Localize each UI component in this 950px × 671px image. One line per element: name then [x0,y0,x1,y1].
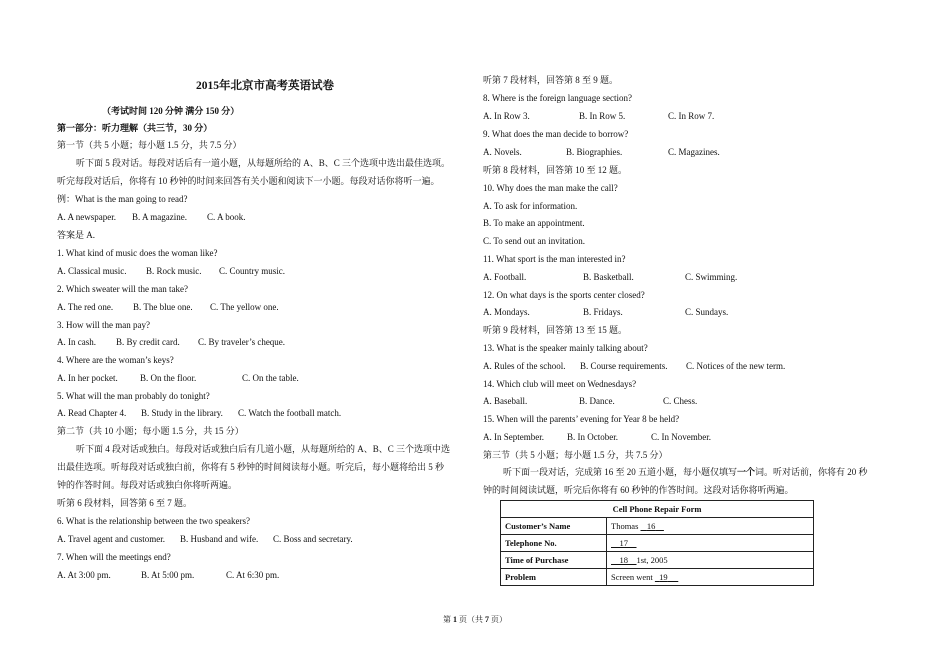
option: A. Travel agent and customer. [57,534,165,544]
question-15: 15. When will the parents’ evening for Year 8 be held? [483,414,680,424]
section3-heading: 第三节（共 5 小题；每小题 1.5 分，共 7.5 分） [483,450,668,460]
blank-number: 16 [646,521,656,531]
form-label: Time of Purchase [501,552,607,569]
table-row [501,518,814,535]
form-label: Problem [501,569,607,586]
option: C. At 6:30 pm. [226,570,280,580]
page-number: 1 [453,615,457,624]
option: C. Country music. [219,266,286,276]
question-10-option-a: A. To ask for information. [483,201,578,211]
question-7-options [57,569,279,581]
form-value [607,535,814,552]
question-14-options [483,395,697,407]
table-row [501,569,814,586]
question-4-options [57,372,299,384]
option: A. Mondays. [483,307,530,317]
option: B. Husband and wife. [180,534,259,544]
option: B. A magazine. [132,212,187,222]
value-text: Screen went [611,572,655,582]
part1-heading: 第一部分：听力理解（共三节，30 分） [57,123,213,133]
section1-instruction: 听下面 5 段对话。每段对话后有一道小题，从每题所给的 A、B、C 三个选项中选出最佳选项。 [76,158,451,168]
example-question: 例：What is the man going to read? [57,194,188,204]
option: C. Chess. [663,396,698,406]
value-text: Thomas [611,521,641,531]
question-5: 5. What will the man probably do tonight? [57,391,210,401]
question-8-options [483,110,714,122]
option: C. By traveler’s cheque. [198,337,286,347]
material-8-note: 听第 8 段材料，回答第 10 至 12 题。 [483,165,628,175]
footer-text: 第 [443,615,451,624]
page-total: 7 [485,615,489,624]
option: B. Dance. [579,396,615,406]
section2-instruction: 听下面 4 段对话或独白。每段对话或独白后有几道小题，从每题所给的 A、B、C 三个选项中选 [76,444,451,454]
blank-number: 19 [659,572,668,582]
option: B. On the floor. [140,373,197,383]
section2-instruction: 出最佳选项。听每段对话或独白前，你将有 5 秒钟的时间阅读每小题。听完后，每小题将给出 5 秒 [57,462,445,472]
question-3: 3. How will the man pay? [57,320,150,330]
question-1-options [57,265,285,277]
option: A. In September. [483,432,544,442]
section1-heading: 第一节（共 5 小题；每小题 1.5 分，共 7.5 分） [57,140,242,150]
option: A. Classical music. [57,266,127,276]
material-9-note: 听第 9 段材料，回答第 13 至 15 题。 [483,325,628,335]
question-12-options [483,306,728,318]
option: A. Read Chapter 4. [57,408,127,418]
answer-blank[interactable] [641,521,664,531]
blank-number: 18 [619,555,628,565]
instruction-text: 听下面一段对话，完成第 16 至 20 五道小题，每小题仅填写 [503,467,738,477]
option: A. In cash. [57,337,96,347]
section1-instruction: 听完每段对话后，你将有 10 秒钟的时间来回答有关小题和阅读下一小题。每段对话你将听一遍。 [57,176,440,186]
question-13: 13. What is the speaker mainly talking about? [483,343,648,353]
option: B. Study in the library. [141,408,223,418]
question-14: 14. Which club will meet on Wednesdays? [483,379,637,389]
example-options [57,211,246,223]
question-6: 6. What is the relationship between the two speakers? [57,516,251,526]
option: C. The yellow one. [210,302,279,312]
option: C. In November. [651,432,711,442]
option: A. At 3:00 pm. [57,570,111,580]
option: C. Sundays. [685,307,729,317]
section2-heading: 第二节（共 10 小题；每小题 1.5 分，共 15 分） [57,426,244,436]
footer-text: 页（共 [459,615,483,624]
option: A. In her pocket. [57,373,118,383]
question-2: 2. Which sweater will the man take? [57,284,189,294]
answer-blank[interactable] [611,538,637,548]
answer-blank[interactable] [655,572,678,582]
option: A. Novels. [483,147,522,157]
doc-title: 2015年北京市高考英语试卷 [196,80,334,92]
option: A. In Row 3. [483,111,530,121]
question-15-options [483,431,711,443]
question-5-options [57,407,341,419]
question-11: 11. What sport is the man interested in? [483,254,626,264]
option: B. Fridays. [583,307,623,317]
option: C. Boss and secretary. [273,534,353,544]
option: B. At 5:00 pm. [141,570,195,580]
instruction-text: 词。听对话前，你将有 20 秒 [755,467,868,477]
option: A. Rules of the school. [483,361,566,371]
table-row [501,535,814,552]
question-7: 7. When will the meetings end? [57,552,171,562]
exam-info: （考试时间 120 分钟 满分 150 分） [102,106,240,116]
question-4: 4. Where are the woman’s keys? [57,355,174,365]
option: B. Rock music. [146,266,202,276]
example-answer: 答案是 A. [57,230,95,240]
section2-instruction: 钟的作答时间。每段对话或独白你将听两遍。 [57,480,238,490]
question-9: 9. What does the man decide to borrow? [483,129,629,139]
option: C. On the table. [242,373,299,383]
form-value [607,518,814,535]
option: C. A book. [207,212,246,222]
answer-blank[interactable] [611,555,637,565]
option: B. Basketball. [583,272,634,282]
value-text: 1st, 2005 [636,555,668,565]
question-13-options [483,360,785,372]
section3-instruction [503,466,868,478]
section3-instruction: 钟的时间阅读试题，听完后你将有 60 秒钟的作答时间。这段对话你将听两遍。 [483,485,794,495]
option: A. The red one. [57,302,114,312]
option: B. Course requirements. [580,361,668,371]
option: C. In Row 7. [668,111,715,121]
material-7-note: 听第 7 段材料，回答第 8 至 9 题。 [483,75,619,85]
form-label: Customer’s Name [501,518,607,535]
footer-text: 页） [491,615,507,624]
question-10-option-c: C. To send out an invitation. [483,236,585,246]
option: B. The blue one. [133,302,193,312]
question-10-option-b: B. To make an appointment. [483,218,585,228]
option: B. In Row 5. [579,111,626,121]
option: A. Football. [483,272,527,282]
question-10: 10. Why does the man make the call? [483,183,618,193]
form-value [607,552,814,569]
form-label: Telephone No. [501,535,607,552]
option: B. By credit card. [116,337,180,347]
question-2-options [57,301,279,313]
repair-form-table [500,500,814,586]
blank-number: 17 [619,538,628,548]
question-9-options [483,146,720,158]
option: C. Watch the football match. [238,408,342,418]
question-8: 8. Where is the foreign language section? [483,93,633,103]
question-12: 12. On what days is the sports center closed? [483,290,645,300]
option: A. A newspaper. [57,212,116,222]
form-value [607,569,814,586]
option: C. Notices of the new term. [686,361,786,371]
page-footer [0,614,950,625]
material-6-note: 听第 6 段材料，回答第 6 至 7 题。 [57,498,193,508]
emphasis-text: 一个 [737,467,756,477]
form-caption: Cell Phone Repair Form [501,501,814,518]
table-row [501,552,814,569]
option: C. Magazines. [668,147,720,157]
question-3-options [57,336,285,348]
option: C. Swimming. [685,272,738,282]
option: B. Biographies. [566,147,623,157]
option: A. Baseball. [483,396,528,406]
question-6-options [57,533,353,545]
option: B. In October. [567,432,618,442]
question-11-options [483,271,737,283]
question-1: 1. What kind of music does the woman like? [57,248,218,258]
